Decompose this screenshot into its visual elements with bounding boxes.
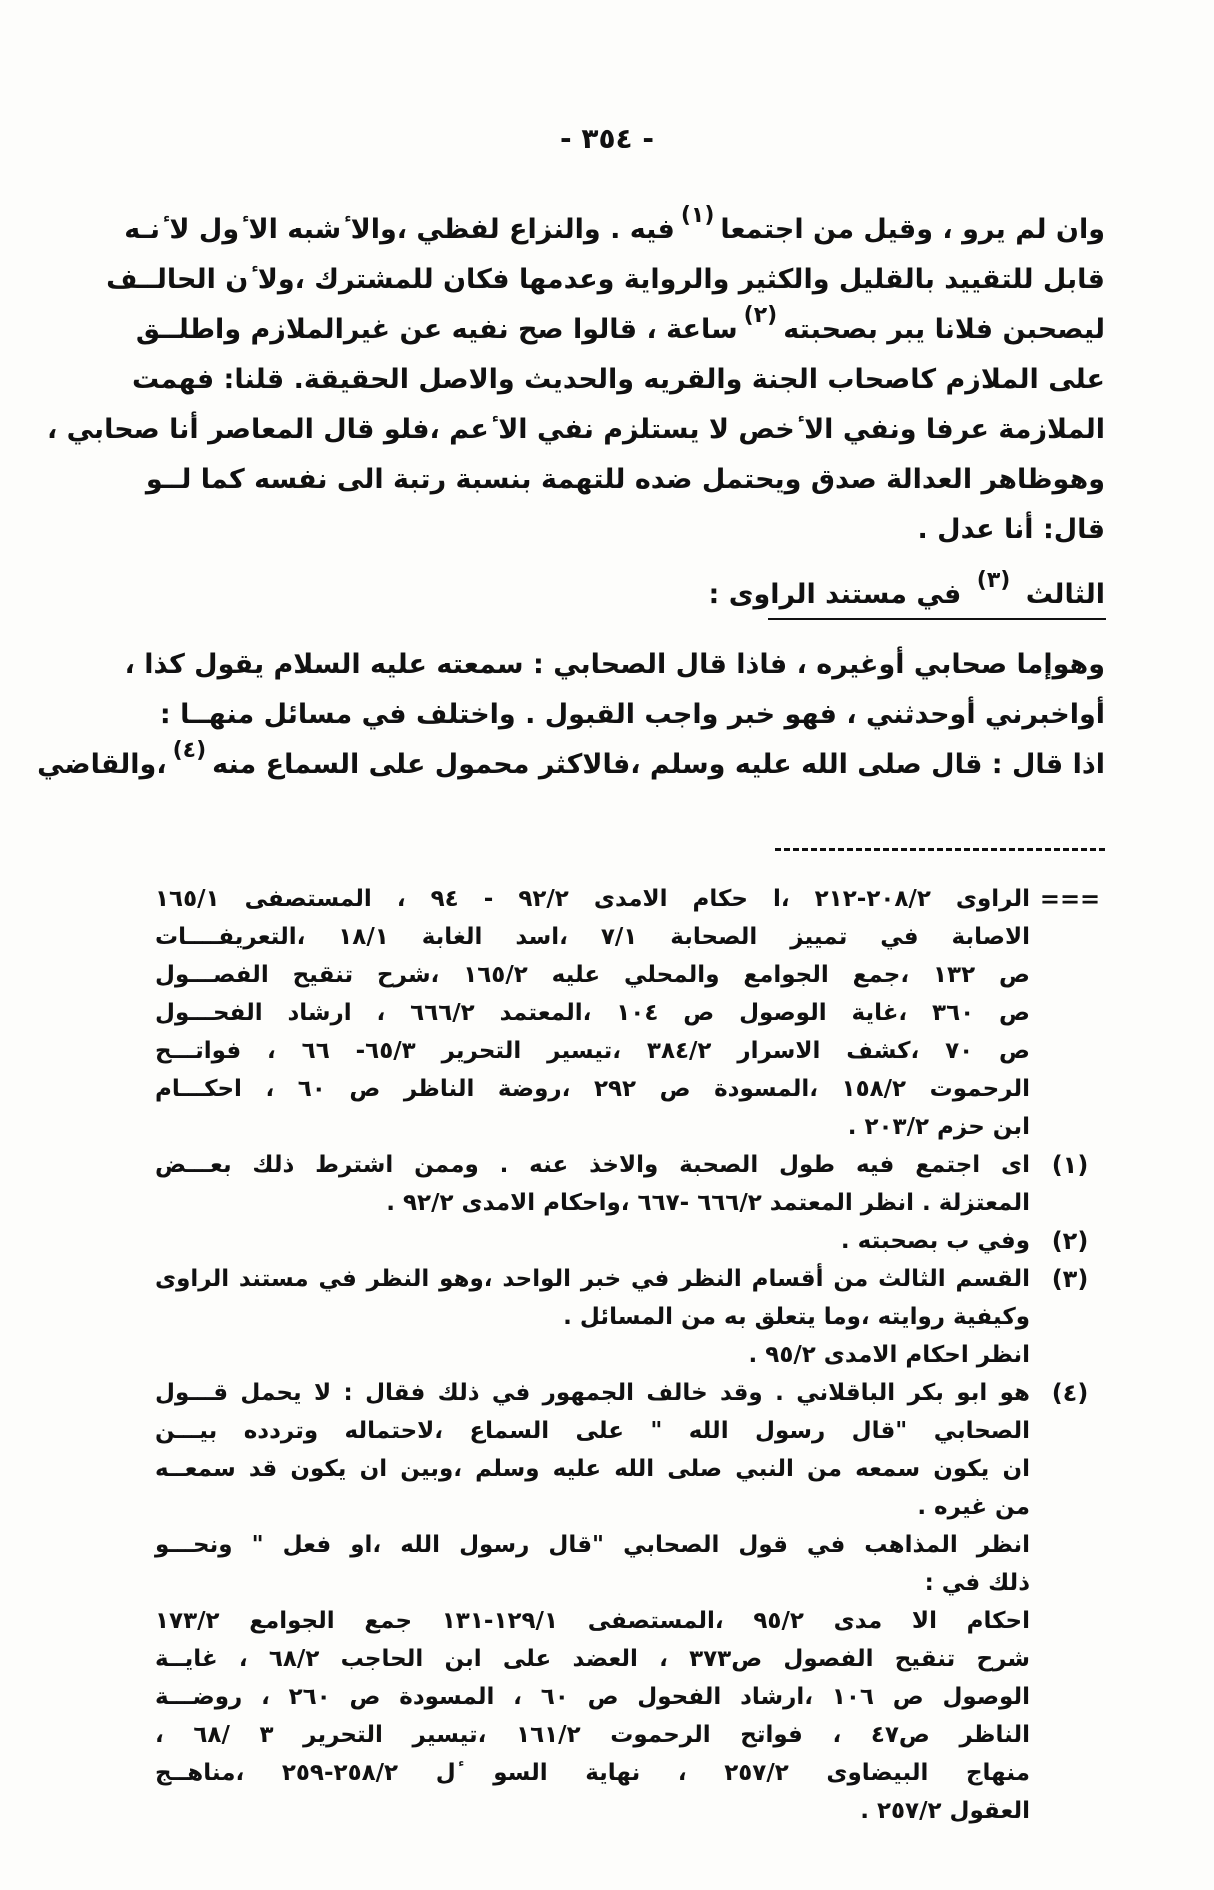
- footnote-marker: (٣): [976, 568, 1011, 593]
- footnote-line: الرحموت ١٥٨/٢ ،المسودة ص ٢٩٢ ،روضة الناظر ص ٦٠ ، احكـــام: [155, 1076, 1030, 1102]
- footnote-line: المعتزلة . انظر المعتمد ٦٦٦/٢ -٦٦٧ ،واحكام الامدى ٩٢/٢ .: [386, 1190, 1030, 1216]
- footnote: [155, 1374, 1110, 1830]
- footnote: [155, 1222, 1110, 1260]
- footnote-label: (٤): [1051, 1379, 1089, 1407]
- section-heading-pre: الثالث: [1025, 579, 1105, 610]
- footnote-label: ===: [1039, 885, 1101, 913]
- page-number: - ٣٥٤ -: [559, 122, 655, 155]
- text-line: [135, 303, 1105, 355]
- footnote-label: [1030, 1336, 1110, 1374]
- text-segment: أواخبرني أوحدثني ، فهو خبر واجب القبول . واختلف في مسائل منهــا :: [159, 699, 1105, 730]
- footnote-marker: (١): [680, 203, 715, 228]
- footnote-body: [155, 880, 1030, 1146]
- text-segment: ليصحبن فلانا يبر بصحبته: [783, 314, 1105, 345]
- footnote: [155, 1336, 1110, 1374]
- text-segment: الملازمة عرفا ونفي الا ٔخص لا يستلزم نفي الا ٔعم ،فلو قال المعاصر أنا صحابي ،: [46, 414, 1105, 445]
- footnote-line: الاصابة في تمييز الصحابة ٧/١ ،اسد الغابة ١٨/١ ،التعريفــــات: [155, 924, 1031, 950]
- footnote-line: الصحابي "قال رسول الله " على السماع ،لاحتماله وتردده بيـــن: [155, 1418, 1030, 1444]
- footnote-body: [155, 1222, 1030, 1260]
- text-line: [106, 255, 1105, 305]
- footnote-marker: (٤): [172, 738, 207, 763]
- footnote-body: [155, 1336, 1030, 1374]
- footnote-body: [155, 1146, 1030, 1222]
- text-line: [145, 455, 1105, 505]
- section-heading: [708, 568, 1105, 620]
- text-segment: على الملازم كاصحاب الجنة والقريه والحديث والاصل الحقيقة. قلنا: فهمت: [131, 364, 1105, 395]
- text-line: [159, 690, 1105, 740]
- footnote-line: هو ابو بكر الباقلاني . وقد خالف الجمهور في ذلك فقال : لا يحمل قـــول: [155, 1380, 1030, 1406]
- second-paragraph: [37, 640, 1105, 790]
- footnote-body: [155, 1374, 1030, 1830]
- footnote-line: ص ٧٠ ،كشف الاسرار ٣٨٤/٢ ،تيسير التحرير ٦٥/٣- ٦٦ ، فواتـــح: [155, 1038, 1030, 1064]
- text-segment: قال: أنا عدل .: [917, 514, 1105, 545]
- footnote-line: انظر المذاهب في قول الصحابي "قال رسول الله ،او فعل " ونحـــو: [155, 1532, 1030, 1558]
- text-segment: ،والقاضي: [37, 749, 167, 780]
- footnote-line: وفي ب بصحبته .: [840, 1228, 1030, 1254]
- text-line: [131, 355, 1105, 405]
- footnote-line: انظر احكام الامدى ٩٥/٢ .: [748, 1342, 1030, 1368]
- text-segment: وهوإما صحابي أوغيره ، فاذا قال الصحابي : سمعته عليه السلام يقول كذا ،: [124, 649, 1105, 680]
- text-line: [205, 505, 1105, 555]
- section-heading-post: في مستند الراوى :: [708, 579, 962, 610]
- text-segment: قابل للتقييد بالقليل والكثير والرواية وعدمها فكان للمشترك ،ولا ٔن الحالــف: [106, 264, 1105, 295]
- footnote-line: الراوى ٢٠٨/٢-٢١٢ ،ا حكام الامدى ٩٢/٢ - ٩٤ ، المستصفى ١٦٥/١: [155, 886, 1030, 912]
- footnote-label: (٢): [1051, 1227, 1089, 1255]
- footnote-line: ابن حزم ٢٠٣/٢ .: [847, 1114, 1030, 1140]
- footnote: [155, 1146, 1110, 1222]
- text-segment: اذا قال : قال صلى الله عليه وسلم ،فالاكثر محمول على السماع منه: [212, 749, 1105, 780]
- footnote-divider: [775, 848, 1105, 851]
- footnote-line: احكام الا مدى ٩٥/٢ ،المستصفى ١٢٩/١-١٣١ جمع الجوامع ١٧٣/٢: [155, 1608, 1030, 1634]
- footnote-line: شرح تنقيح الفصول ص٣٧٣ ، العضد على ابن الحاجب ٦٨/٢ ، غايــة: [155, 1646, 1030, 1672]
- footnote-line: العقول ٢٥٧/٢ .: [860, 1798, 1030, 1824]
- footnote: [155, 880, 1110, 1146]
- text-segment: وهوظاهر العدالة صدق ويحتمل ضده للتهمة بنسبة رتبة الى نفسه كما لــو: [145, 464, 1105, 495]
- text-segment: فيه . والنزاع لفظي ،والا ٔشبه الا ٔول لا ٔنـه: [124, 214, 675, 245]
- footnote-marker: (٢): [743, 303, 778, 328]
- text-line: [37, 738, 1105, 790]
- footnotes: [155, 880, 1110, 1830]
- footnote-line: منهاج البيضاوى ٢٥٧/٢ ، نهاية السو ٔل ٢٥٨/٢-٢٥٩ ،مناهــج: [155, 1760, 1030, 1786]
- footnote-line: القسم الثالث من أقسام النظر في خبر الواحد ،وهو النظر في مستند الراوى: [155, 1266, 1030, 1292]
- footnote-line: من غيره .: [917, 1494, 1030, 1520]
- text-line: [124, 203, 1105, 255]
- footnote: [155, 1260, 1110, 1336]
- footnote-line: الناظر ص٤٧ ، فواتح الرحموت ١٦١/٢ ،تيسير التحرير ٣ /٦٨ ،: [155, 1722, 1031, 1748]
- text-line: [124, 640, 1105, 690]
- footnote-label: (٣): [1051, 1265, 1089, 1293]
- footnote-body: [155, 1260, 1030, 1336]
- text-line: [46, 405, 1105, 455]
- text-segment: ساعة ، قالوا صح نفيه عن غيرالملازم واطلــق: [135, 314, 738, 345]
- footnote-line: وكيفية روايته ،وما يتعلق به من المسائل .: [563, 1304, 1030, 1330]
- heading-underline: [768, 618, 1106, 620]
- footnote-line: ص ١٣٢ ،جمع الجوامع والمحلي عليه ١٦٥/٢ ،شرح تنقيح الفصـــول: [155, 962, 1030, 988]
- footnote-line: ذلك في :: [924, 1570, 1030, 1596]
- footnote-line: الوصول ص ١٠٦ ،ارشاد الفحول ص ٦٠ ، المسودة ص ٢٦٠ ، روضـــة: [155, 1684, 1030, 1710]
- text-segment: وان لم يرو ، وقيل من اجتمعا: [720, 214, 1105, 245]
- footnote-label: (١): [1051, 1151, 1089, 1179]
- footnote-line: اى اجتمع فيه طول الصحبة والاخذ عنه . وممن اشترط ذلك بعـــض: [155, 1152, 1030, 1178]
- footnote-line: ص ٣٦٠ ،غاية الوصول ص ١٠٤ ،المعتمد ٦٦٦/٢ ، ارشاد الفحـــول: [155, 1000, 1030, 1026]
- footnote-line: ان يكون سمعه من النبي صلى الله عليه وسلم ،وبين ان يكون قد سمعــه: [155, 1456, 1030, 1482]
- main-paragraph: [46, 203, 1105, 555]
